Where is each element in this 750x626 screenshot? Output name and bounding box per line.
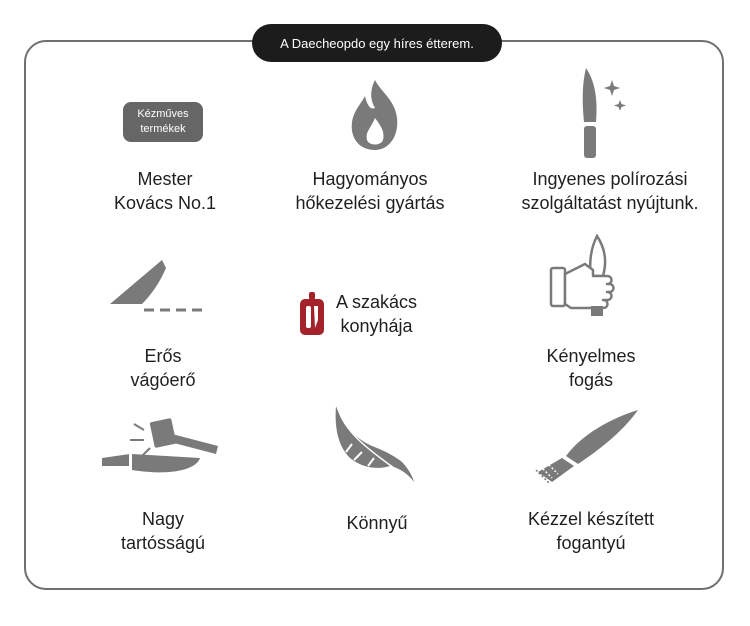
header-title: A Daecheopdo egy híres étterem. bbox=[252, 24, 502, 62]
cutting-board-icon bbox=[296, 290, 328, 338]
cutting-knife-icon bbox=[104, 258, 214, 318]
feature-cutting-power bbox=[38, 344, 288, 392]
knife-sparkle-icon bbox=[572, 66, 632, 162]
feature-chefs-kitchen bbox=[296, 290, 417, 338]
feature-handmade-handle bbox=[466, 507, 716, 555]
hand-holding-knife-icon bbox=[547, 234, 621, 318]
feature-lightweight bbox=[252, 511, 502, 535]
feature-label: Nagy tartósságú bbox=[120, 509, 206, 553]
feature-label: Könnyű bbox=[346, 513, 408, 533]
feature-label: Mester Kovács No.1 bbox=[113, 169, 217, 213]
feature-label: Hagyományos hőkezelési gyártás bbox=[295, 169, 445, 213]
feature-comfortable-grip bbox=[466, 344, 716, 392]
fire-icon bbox=[345, 78, 405, 152]
feature-label: Kézzel készített fogantyú bbox=[527, 509, 655, 553]
feature-polishing-service bbox=[485, 167, 735, 215]
feature-label: Ingyenes polírozási szolgáltatást nyújtunk. bbox=[521, 169, 699, 213]
feature-label: A szakács konyhája bbox=[336, 292, 418, 336]
feature-label: Kényelmes fogás bbox=[546, 346, 636, 390]
feature-heat-treatment bbox=[245, 167, 495, 215]
handcrafted-badge: Kézműves termékek bbox=[123, 102, 203, 142]
feature-high-durability bbox=[38, 507, 288, 555]
hammer-knife-icon bbox=[100, 414, 222, 486]
feather-icon bbox=[332, 404, 416, 484]
knife-handle-icon bbox=[532, 408, 642, 484]
feature-label: Erős vágóerő bbox=[130, 346, 196, 390]
